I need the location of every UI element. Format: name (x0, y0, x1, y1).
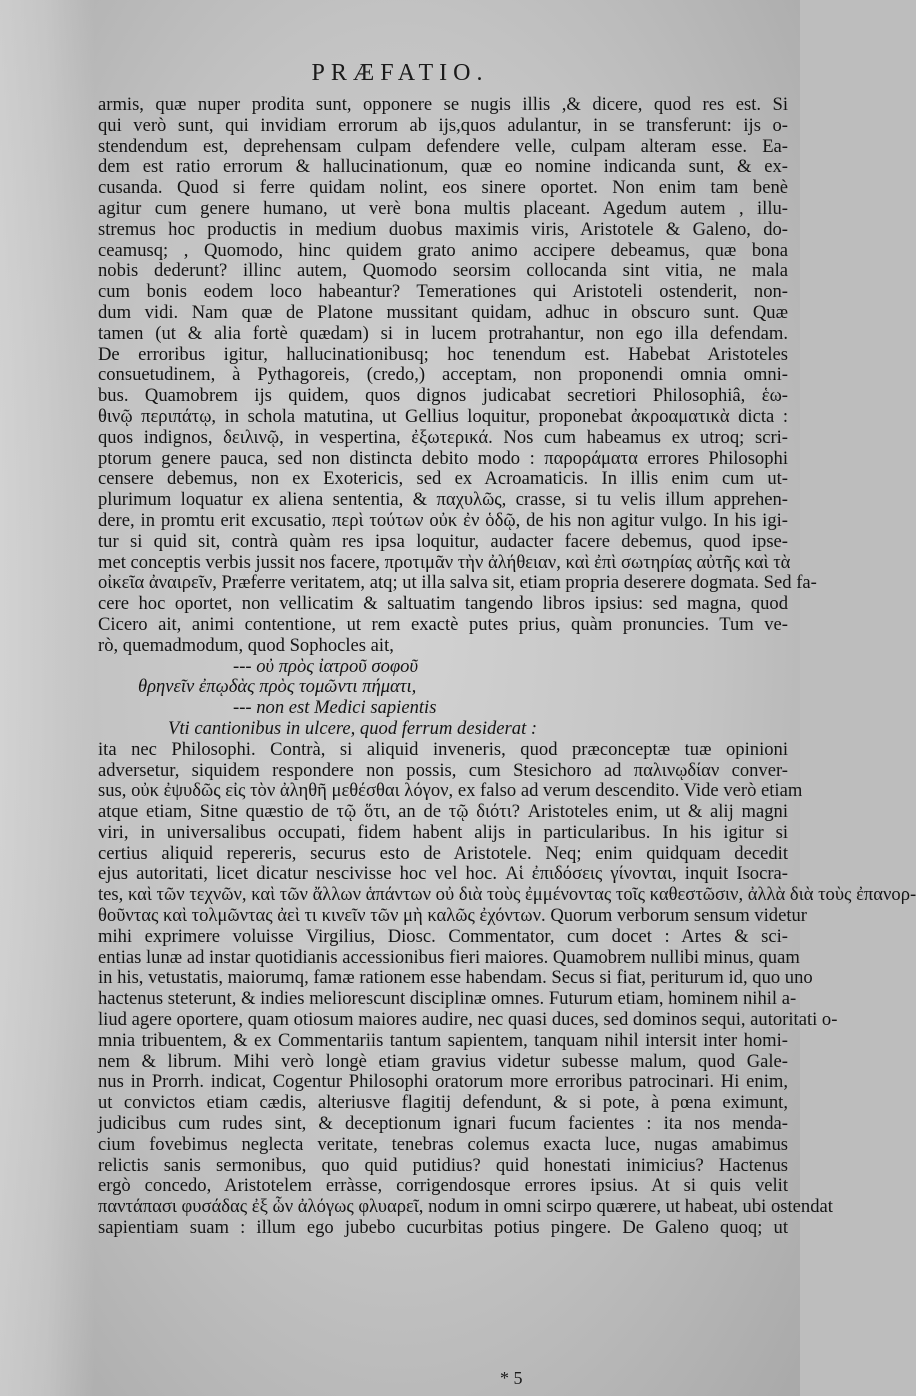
text-line: tur si quid sit, contrà quàm res ipsa loquitur, audacter facere debemus, quod ipse- (98, 530, 788, 552)
verse-line: --- non est Medici sapientis (233, 697, 437, 719)
text-line: θοῦντας καὶ τολμῶντας ἀεὶ τι κινεῖν τῶν μὴ καλῶς ἐχόντων. Quorum verborum sensum videtur (98, 905, 807, 927)
text-line: De erroribus igitur, hallucinationibusq; hoc tenendum est. Habebat Aristoteles (98, 343, 788, 365)
running-head: PRÆFATIO. (311, 60, 489, 86)
text-line: Cicero ait, animi contentione, ut rem exactè putes prius, quàm pronuncies. Tum ve- (98, 613, 788, 635)
text-line: οἰκεῖα ἀναιρεῖν, Præferre veritatem, atq; ut illa salva sit, etiam propria deserere dogmata. Sed fa- (98, 572, 817, 594)
text-line: relictis sanis sermonibus, quo quid putidius? quid honestati inimicius? Hactenus (98, 1154, 788, 1176)
text-line: θινῷ περιπάτῳ, in schola matutina, ut Gellius loquitur, proponebat ἀκροαματικὰ dicta : (98, 405, 788, 427)
text-line: ita nec Philosophi. Contrà, si aliquid inveneris, quod præconceptæ tuæ opinioni (98, 738, 788, 760)
text-line: ejus autoritati, licet dicatur nescivisse hoc vel hoc. Αἱ ἐπιδόσεις γίνονται, inquit Isocra- (98, 863, 788, 885)
text-line: qui verò sunt, qui invidiam errorum ab ijs,quos adulantur, in se transferunt: ijs o- (98, 114, 788, 136)
gutter-shadow (0, 0, 95, 1396)
text-line: atque etiam, Sitne quæstio de τῷ ὅτι, an de τῷ διότι? Aristoteles enim, ut & alij magni (98, 801, 788, 823)
text-line: hactenus steterunt, & indies meliorescunt disciplinæ omnes. Futurum etiam, hominem nihil a- (98, 988, 797, 1010)
text-line: nus in Prorrh. indicat, Cogentur Philosophi oratorum more erroribus patrocinari. Hi enim, (98, 1071, 788, 1093)
text-line: ergò concedo, Aristotelem erràsse, corrigendosque errores ipsius. At si quis velit (98, 1175, 788, 1197)
text-line: dum vidi. Nam quæ de Platone mussitant quidam, adhuc in obscuro sunt. Quæ (98, 301, 788, 323)
text-line: entias lunæ ad instar quotidianis accessionibus fieri maiores. Quamobrem nullibi minus, quam (98, 946, 800, 968)
text-line: sapientiam suam : illum ego jubebo cucurbitas potius pingere. De Galeno quoq; ut (98, 1217, 788, 1239)
text-line: dem est ratio errorum & hallucinationum, quæ eo nomine indicanda sunt, & ex- (98, 156, 788, 178)
text-line: cum bonis eodem loco habeantur? Temerationes qui Aristoteli ostenderit, non- (98, 281, 788, 303)
text-line: mihi exprimere voluisse Virgilius, Diosc. Commentator, cum docet : Artes & sci- (98, 925, 788, 947)
folio-number: * 5 (500, 1368, 523, 1388)
text-line: judicibus cum rudes sint, & deceptionum ignari fucum facientes : ita nos menda- (98, 1113, 788, 1135)
text-line: bus. Quamobrem ijs quidem, quos dignos judicabat secretiori Philosophiâ, ἑω- (98, 385, 788, 407)
text-line: stremus hoc productis in medium duobus maximis viris, Aristotele & Galeno, do- (98, 218, 788, 240)
text-line: consuetudinem, à Pythagoreis, (credo,) acceptam, non proponendi omnia omni- (98, 364, 788, 386)
text-line: cium fovebimus neglecta veritate, tenebras colemus exacta luce, nugas amabimus (98, 1133, 788, 1155)
text-line: nobis dederunt? illinc autem, Quomodo seorsim collocanda sint vitia, ne mala (98, 260, 788, 282)
text-line: rò, quemadmodum, quod Sophocles ait, (98, 634, 394, 656)
text-line: nem & librum. Mihi verò longè etiam gravius videtur subesse malum, quod Gale- (98, 1050, 788, 1072)
text-line: viri, in universalibus occupati, fidem habent alijs in particularibus. In his igitur si (98, 821, 788, 843)
text-line: armis, quæ nuper prodita sunt, opponere se nugis illis ,& dicere, quod res est. Si (98, 94, 788, 115)
text-line: ptorum genere pauca, sed non distincta debito modo : παροράματα errores Philosophi (98, 447, 788, 469)
text-line: met conceptis verbis jussit nos facere, προτιμᾶν τὴν ἀλήθειαν, καὶ ἐπὶ σωτηρίας αὐτῆς καὶ τὰ (98, 551, 791, 573)
text-line: ceamusq; , Quomodo, hinc quidem grato animo accipere debeamus, quæ bona (98, 239, 788, 261)
verse-line: Vti cantionibus in ulcere, quod ferrum desiderat : (168, 717, 538, 739)
text-line: sus, οὐκ ἐψυδῶς εἰς τὸν ἀληθῆ μεθέσθαι λόγον, ex falso ad verum descendito. Vide verò etiam (98, 780, 803, 802)
text-line: certius aliquid repereris, securus esto de Aristotele. Neq; enim quidquam decedit (98, 842, 788, 864)
text-line: mnia tribuentem, & ex Commentariis tantum sapientem, tanquam nihil intersit inter homi- (98, 1029, 788, 1051)
text-line: tamen (ut & alia fortè quædam) si in lucem protrahantur, non ego illa defendam. (98, 322, 788, 344)
text-line: dere, in promtu erit excusatio, περὶ τούτων οὐκ ἐν ὁδῷ, de his non agitur vulgo. In his igi- (98, 509, 788, 531)
text-line: in his, vetustatis, maiorumq, famæ rationem esse habendam. Secus si fiat, periturum id, quo uno (98, 967, 813, 989)
text-line: censere debemus, non ex Exotericis, sed ex Acroamaticis. In illis enim cum ut- (98, 468, 788, 490)
text-line: adversetur, siquidem respondere non possis, cum Stesichoro ad παλινῳδίαν conver- (98, 759, 788, 781)
text-line: tes, καὶ τῶν τεχνῶν, καὶ τῶν ἄλλων ἁπάντων οὐ διὰ τοὺς ἐμμένοντας τοῖς καθεστῶσιν, ἀλλὰ διὰ τοὺς ἐπανορ- (98, 884, 916, 906)
text-line: cere hoc oportet, non vellicatim & saltuatim tangendo libros ipsius: sed magna, quod (98, 593, 788, 615)
text-line: plurimum loquatur ex aliena sententia, & παχυλῶς, crasse, si tu velis illum apprehen- (98, 489, 788, 511)
text-line: stendendum est, deprehensam culpam defendere velle, culpam alteram esse. Ea- (98, 135, 788, 157)
text-line: quos indignos, δειλινῷ, in vespertina, ἐξωτερικά. Nos cum habeamus ex utroq; scri- (98, 426, 788, 448)
verse-line: --- οὐ πρὸς ἰατροῦ σοφοῦ (233, 655, 419, 677)
body-text (98, 94, 916, 1239)
text-line: ut convictos etiam cædis, alteriusve flagitij defendunt, & si pote, à pœna eximunt, (98, 1092, 788, 1114)
text-line: liud agere oportere, quam otiosum maiores audire, nec quasi duces, sed dominos sequi, autoritati o- (98, 1009, 838, 1031)
text-line: agitur cum genere humano, ut verè bona multis placeant. Agedum autem , illu- (98, 197, 788, 219)
text-line: παντάπασι φυσάδας ἐξ ὧν ἀλόγως φλυαρεῖ, nodum in omni scirpo quærere, ut habeat, ubi ostendat (98, 1196, 833, 1218)
verse-line: θρηνεῖν ἐπῳδὰς πρὸς τομῶντι πήματι, (138, 676, 417, 698)
text-line: cusanda. Quod si ferre quidam nolint, eos sinere oportet. Non enim tam benè (98, 177, 788, 199)
